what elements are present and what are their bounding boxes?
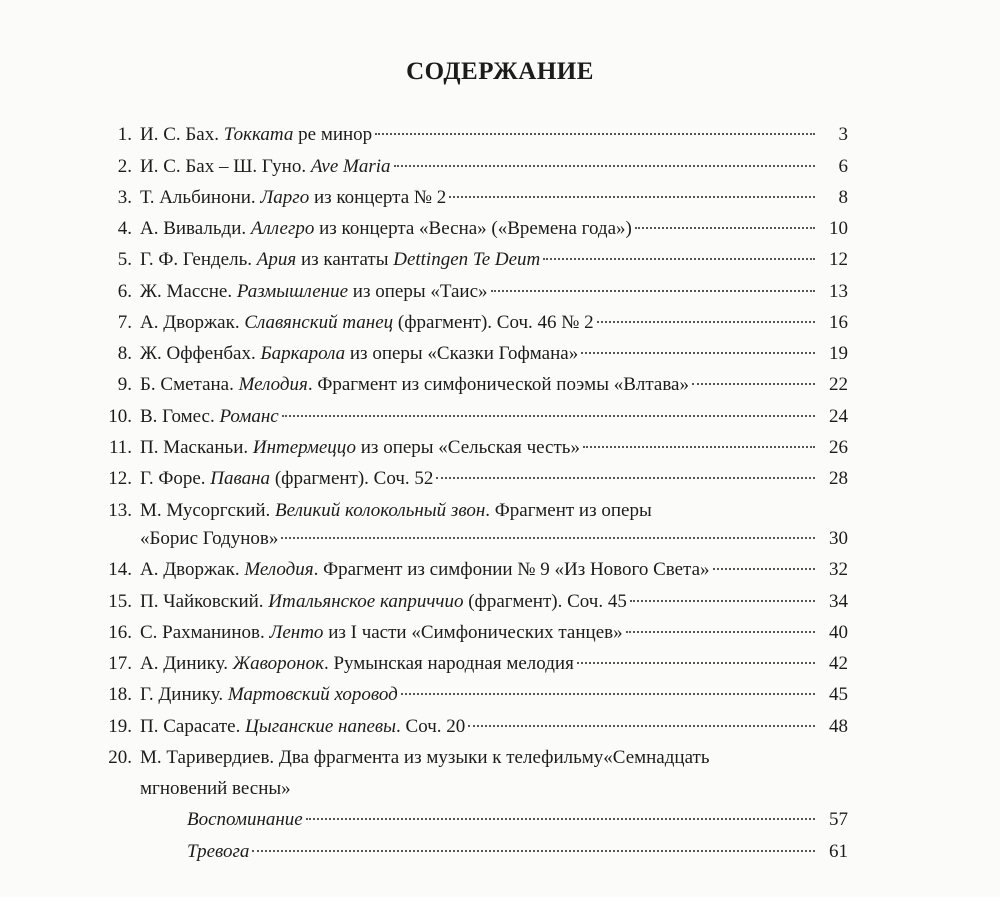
subentry-title: Воспоминание <box>187 809 303 830</box>
entry-number: 2. <box>117 156 132 177</box>
entry-number: 8. <box>117 343 132 364</box>
dot-leader <box>468 725 815 727</box>
entry-title: А. Дворжак. Славянский танец (фрагмент). Соч. 46 № 2 <box>140 312 594 333</box>
dot-leader <box>449 196 815 198</box>
entry-number: 10. <box>108 406 132 427</box>
toc-entry[interactable] <box>0 713 1000 741</box>
page-number: 28 <box>829 468 848 489</box>
page-number: 57 <box>829 809 848 830</box>
page-title: СОДЕРЖАНИЕ <box>406 58 594 85</box>
toc-entry[interactable] <box>0 556 1000 584</box>
entry-number: 13. <box>108 500 132 521</box>
dot-leader <box>630 600 815 602</box>
entry-title: С. Рахманинов. Ленто из I части «Симфонических танцев» <box>140 622 623 643</box>
entry-title: М. Мусоргский. Великий колокольный звон. Фрагмент из оперы <box>140 500 652 521</box>
entry-number: 18. <box>108 684 132 705</box>
dot-leader <box>577 662 815 664</box>
page-number: 8 <box>838 187 848 208</box>
page-number: 19 <box>829 343 848 364</box>
toc-subentry[interactable] <box>0 838 1000 866</box>
entry-number: 11. <box>108 437 132 458</box>
entry-number: 5. <box>117 249 132 270</box>
toc-entry[interactable] <box>0 215 1000 243</box>
toc-entry[interactable] <box>0 153 1000 181</box>
page-number: 24 <box>829 406 848 427</box>
entry-title-continued: мгновений весны» <box>140 778 291 799</box>
dot-leader <box>375 133 815 135</box>
page-number: 6 <box>838 156 848 177</box>
dot-leader <box>282 415 815 417</box>
page-number: 48 <box>829 716 848 737</box>
entry-number: 6. <box>117 281 132 302</box>
entry-number: 16. <box>108 622 132 643</box>
page-number: 32 <box>829 559 848 580</box>
page-number: 3 <box>838 124 848 145</box>
entry-title-continued: «Борис Годунов» <box>140 528 279 549</box>
page-number: 34 <box>829 591 848 612</box>
entry-title: В. Гомес. Романс <box>140 406 279 427</box>
toc-entry[interactable] <box>0 121 1000 149</box>
toc-entry[interactable] <box>0 340 1000 368</box>
entry-title: А. Динику. Жаворонок. Румынская народная мелодия <box>140 653 574 674</box>
entry-title: Г. Ф. Гендель. Ария из кантаты Dettingen Te Deum <box>140 249 541 270</box>
entry-title: А. Дворжак. Мелодия. Фрагмент из симфонии № 9 «Из Нового Света» <box>140 559 710 580</box>
page-number: 26 <box>829 437 848 458</box>
toc-entry[interactable] <box>0 278 1000 306</box>
dot-leader <box>626 631 815 633</box>
toc-entry[interactable] <box>0 619 1000 647</box>
dot-leader <box>635 227 815 229</box>
dot-leader <box>436 477 815 479</box>
entry-number: 15. <box>108 591 132 612</box>
toc-entry[interactable] <box>0 434 1000 462</box>
page-number: 61 <box>829 841 848 862</box>
entry-number: 7. <box>117 312 132 333</box>
entry-title: Т. Альбинони. Ларго из концерта № 2 <box>140 187 447 208</box>
toc-entry[interactable] <box>0 246 1000 274</box>
page-number: 22 <box>829 374 848 395</box>
dot-leader <box>597 321 815 323</box>
entry-title: М. Таривердиев. Два фрагмента из музыки к телефильму«Семнадцать <box>140 747 710 768</box>
entry-title: Ж. Массне. Размышление из оперы «Таис» <box>140 281 488 302</box>
page-number: 45 <box>829 684 848 705</box>
entry-number: 4. <box>117 218 132 239</box>
entry-title: А. Вивальди. Аллегро из концерта «Весна» («Времена года») <box>140 218 632 239</box>
dot-leader <box>543 258 815 260</box>
toc-entry[interactable] <box>0 681 1000 709</box>
page-number: 40 <box>829 622 848 643</box>
page-number: 42 <box>829 653 848 674</box>
toc-subentry[interactable] <box>0 806 1000 834</box>
entry-title: П. Сарасате. Цыганские напевы. Соч. 20 <box>140 716 466 737</box>
entry-number: 9. <box>117 374 132 395</box>
toc-entry[interactable] <box>0 650 1000 678</box>
page-number: 13 <box>829 281 848 302</box>
entry-title: Г. Динику. Мартовский хоровод <box>140 684 398 705</box>
page-number: 30 <box>829 528 848 549</box>
dot-leader <box>401 693 815 695</box>
toc-entry[interactable] <box>0 588 1000 616</box>
entry-number: 17. <box>108 653 132 674</box>
entry-number: 19. <box>108 716 132 737</box>
entry-number: 14. <box>108 559 132 580</box>
entry-number: 12. <box>108 468 132 489</box>
dot-leader <box>394 165 815 167</box>
dot-leader <box>306 818 815 820</box>
toc-entry[interactable] <box>0 497 1000 553</box>
dot-leader <box>583 446 815 448</box>
entry-title: И. С. Бах. Токката ре минор <box>140 124 373 145</box>
entry-title: Г. Форе. Павана (фрагмент). Соч. 52 <box>140 468 434 489</box>
entry-number: 1. <box>117 124 132 145</box>
toc-entry[interactable] <box>0 465 1000 493</box>
toc-entry[interactable] <box>0 184 1000 212</box>
toc-entry[interactable] <box>0 403 1000 431</box>
entry-title: Ж. Оффенбах. Баркарола из оперы «Сказки Гофмана» <box>140 343 579 364</box>
subentry-title: Тревога <box>187 841 250 862</box>
page-number: 12 <box>829 249 848 270</box>
dot-leader <box>713 568 815 570</box>
dot-leader <box>281 537 815 539</box>
dot-leader <box>692 383 815 385</box>
page-number: 16 <box>829 312 848 333</box>
toc-entry[interactable] <box>0 371 1000 399</box>
page-number: 10 <box>829 218 848 239</box>
entry-title: П. Чайковский. Итальянское каприччио (фрагмент). Соч. 45 <box>140 591 627 612</box>
dot-leader <box>581 352 815 354</box>
entry-title: Б. Сметана. Мелодия. Фрагмент из симфонической поэмы «Влтава» <box>140 374 689 395</box>
entry-title: И. С. Бах – Ш. Гуно. Ave Maria <box>140 156 391 177</box>
toc-entry[interactable] <box>0 744 1000 800</box>
dot-leader <box>491 290 815 292</box>
dot-leader <box>252 850 815 852</box>
entry-number: 20. <box>108 747 132 768</box>
entry-title: П. Масканьи. Интермеццо из оперы «Сельская честь» <box>140 437 580 458</box>
entry-number: 3. <box>117 187 132 208</box>
toc-entry[interactable] <box>0 309 1000 337</box>
